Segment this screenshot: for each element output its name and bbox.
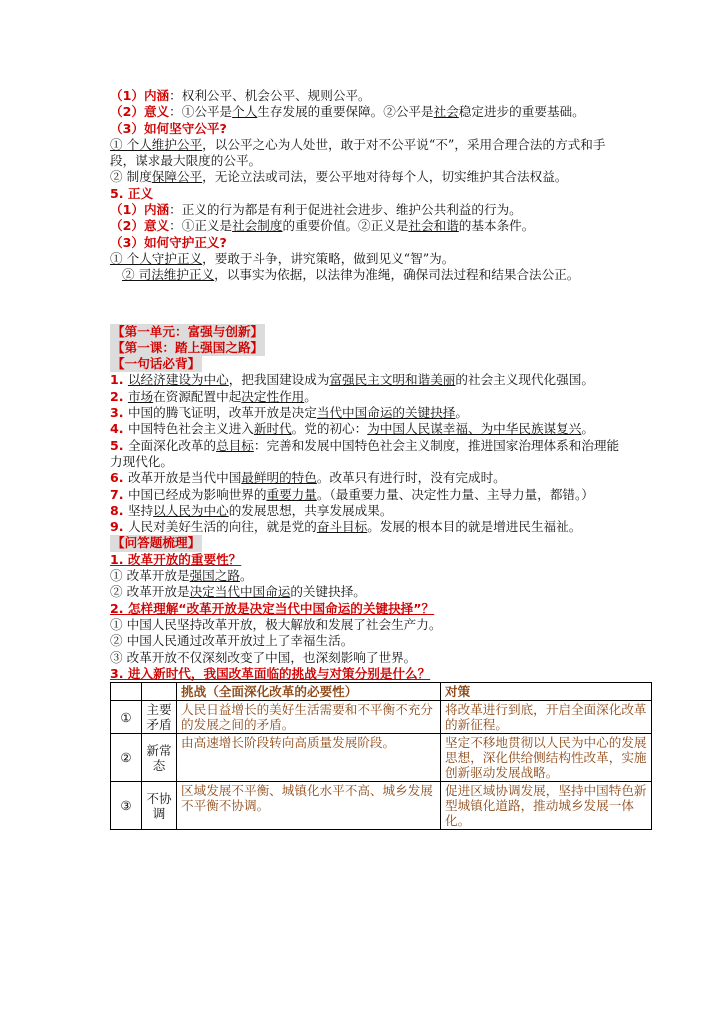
item-number: 3. <box>110 405 128 421</box>
underlined: 奋斗目标 <box>316 519 368 535</box>
text: 坚持 <box>127 502 154 518</box>
text: 。党的初心： <box>291 421 368 437</box>
row-type: 主要矛盾 <box>142 701 177 734</box>
underlined: 社会制度 <box>232 218 283 234</box>
lesson-title: 【第一课：踏上强国之路】 <box>112 339 264 355</box>
p-how-fair: （3）如何坚守公平? <box>110 120 227 136</box>
q2-title: 2. 怎样理解“改革开放是决定当代中国命运的关键抉择”？ <box>110 600 435 616</box>
text: ：完善和发展中国特色社会主义制度，推进国家治理体系和治理能力现代化。 <box>110 437 620 469</box>
q1-answer-a <box>110 568 620 584</box>
p-system-fair <box>110 169 620 185</box>
recite-item <box>110 470 620 486</box>
challenge-table <box>110 682 652 830</box>
text: ：①公平是 <box>169 104 233 120</box>
text: ，无论立法或司法，要公平地对待每个人，切实维护其合法权益。 <box>202 169 568 185</box>
recite-item <box>110 438 620 471</box>
underlined: 以人民为中心 <box>153 502 229 518</box>
row-type: 不协调 <box>142 782 177 830</box>
text: 稳定进步的重要基础。 <box>458 104 585 120</box>
text: 的基本条件。 <box>458 218 535 234</box>
underlined: 以经济建设为中心 <box>127 372 229 388</box>
underlined: 当代中国命运的关键抉择 <box>316 405 456 421</box>
document-page <box>110 88 647 830</box>
item-number: 5. <box>110 437 128 453</box>
text: ，以事实为依据，以法律为准绳，确保司法过程和结果合法公正。 <box>214 267 580 283</box>
underlined: 重要力量 <box>266 486 317 502</box>
text: ，把我国建设成为 <box>228 372 330 388</box>
label: （1）内涵 <box>110 202 170 218</box>
row-challenge: 人民日益增长的美好生活需要和不平衡不充分的发展之间的矛盾。 <box>177 701 441 734</box>
row-number: ③ <box>111 782 142 830</box>
text: ：权利公平、机会公平、规则公平。 <box>169 88 371 103</box>
underlined: 市场 <box>127 388 154 404</box>
text: ，以公平之心为人处世，敢于对不公平说“不”，采用合理合法的方式和手段，谋求最大限度的公平。 <box>110 136 606 169</box>
underlined: 强国之路 <box>189 568 240 584</box>
header-challenge: 挑战（全面深化改革的必要性） <box>177 683 441 701</box>
row-measure: 坚定不移地贯彻以人民为中心的发展思想，深化供给侧结构性改革，实施创新驱动发展战略。 <box>441 734 652 782</box>
table-body <box>111 701 652 830</box>
recite-title: 【一句话必背】 <box>112 356 201 372</box>
text: 。改革只有进行时，没有完成时。 <box>316 470 506 486</box>
underlined: 社会和谐 <box>408 218 459 234</box>
text: ② 改革开放是 <box>110 584 190 600</box>
underlined: ① 个人守护正义 <box>110 250 203 266</box>
table-row <box>111 782 652 830</box>
row-challenge: 由高速增长阶段转向高质量发展阶段。 <box>177 734 441 782</box>
p-individual-fair <box>110 137 620 170</box>
q2-answer-a: ① 中国人民坚持改革开放，极大解放和发展了社会生产力。 <box>110 616 442 632</box>
text: ：①正义是 <box>169 218 233 234</box>
text: 中国已经成为影响世界的 <box>127 486 267 502</box>
recite-item <box>110 405 620 421</box>
unit-title: 【第一单元：富强与创新】 <box>112 323 264 339</box>
underlined: 决定性作用 <box>241 388 305 404</box>
label: （2）意义 <box>110 218 170 234</box>
text: 生存发展的重要保障。②公平是 <box>257 104 434 120</box>
p-connotation <box>110 88 620 104</box>
table-row <box>111 734 652 782</box>
section-justice-title: 5. 正义 <box>110 185 154 201</box>
text: ，要敢于斗争，讲究策略，做到见义“智”为。 <box>202 250 455 266</box>
text: 。发展的根本目的就是增进民生福祉。 <box>367 519 582 535</box>
underlined: 个人 <box>232 104 258 120</box>
q2-answer-b: ② 中国人民通过改革开放过上了幸福生活。 <box>110 633 354 649</box>
text: 全面深化改革的 <box>127 437 217 453</box>
row-challenge: 区域发展不平衡、城镇化水平不高、城乡发展不平衡不协调。 <box>177 782 441 830</box>
underlined: 保障公平 <box>151 169 203 185</box>
item-number: 1. <box>110 372 128 388</box>
item-number: 4. <box>110 421 128 437</box>
text: 的发展思想，共享发展成果。 <box>228 502 393 518</box>
item-number: 7. <box>110 486 128 502</box>
underlined: ① 个人维护公平 <box>110 136 203 152</box>
text: ② 制度 <box>110 169 152 185</box>
text: 。（最重要力量、决定性力量、主导力量，都错。） <box>316 486 594 502</box>
item-number: 8. <box>110 502 128 518</box>
table-row <box>111 701 652 734</box>
item-number: 9. <box>110 519 128 535</box>
text: 人民对美好生活的向往，就是党的 <box>127 519 317 535</box>
recite-item <box>110 421 620 437</box>
text: ：正义的行为都是有利于促进社会进步、维护公共利益的行为。 <box>169 202 522 218</box>
text: 的重要价值。②正义是 <box>282 218 409 234</box>
text: 中国的腾飞证明，改革开放是决定 <box>127 405 317 421</box>
text: 的社会主义现代化强国。 <box>455 372 594 388</box>
text: 。 <box>455 405 468 421</box>
q1-answer-b <box>110 584 620 600</box>
p-how-justice: （3）如何守护正义? <box>110 234 227 250</box>
p-justice-connotation <box>110 202 620 218</box>
text: 改革开放是当代中国 <box>127 470 242 486</box>
qa-title: 【问答题梳理】 <box>112 535 201 551</box>
p-judicial-justice <box>110 267 620 283</box>
text: 。 <box>239 568 253 584</box>
underlined: 富强民主文明和谐美丽 <box>329 372 456 388</box>
text: 在资源配置中起 <box>153 388 242 404</box>
row-measure: 将改革进行到底，开启全面深化改革的新征程。 <box>441 701 652 734</box>
item-number: 6. <box>110 470 128 486</box>
text: 。 <box>304 388 317 404</box>
row-measure: 促进区域协调发展，坚持中国特色新型城镇化道路，推动城乡发展一体化。 <box>441 782 652 830</box>
text: 中国特色社会主义进入 <box>127 421 254 437</box>
recite-item <box>110 372 620 388</box>
row-number: ② <box>111 734 142 782</box>
p-individual-justice <box>110 251 620 267</box>
table-header-row <box>111 683 652 701</box>
underlined: 决定当代中国命运 <box>189 584 291 600</box>
underlined: 最鲜明的特色 <box>241 470 317 486</box>
row-number: ① <box>111 701 142 734</box>
p-significance <box>110 104 620 120</box>
item-number: 2. <box>110 388 128 404</box>
underlined: ② 司法维护正义 <box>122 267 215 283</box>
p-justice-significance <box>110 218 620 234</box>
text: ① 改革开放是 <box>110 568 190 584</box>
q2-answer-c: ③ 改革开放不仅深刻改变了中国，也深刻影响了世界。 <box>110 649 417 665</box>
underlined: 总目标 <box>216 437 254 453</box>
recite-item <box>110 503 620 519</box>
text: 。 <box>581 421 594 437</box>
header-measure: 对策 <box>441 683 652 701</box>
underlined: 为中国人民谋幸福、为中华民族谋复兴 <box>367 421 582 437</box>
underlined: 新时代 <box>253 421 292 437</box>
underlined: 社会 <box>433 104 459 120</box>
label: （1）内涵 <box>110 88 170 103</box>
recite-item <box>110 519 620 535</box>
recite-item <box>110 389 620 405</box>
q1-title: 1. 改革开放的重要性？ <box>110 551 242 567</box>
header-blank <box>111 683 142 701</box>
recite-item <box>110 487 620 503</box>
recite-list <box>110 372 620 535</box>
row-type: 新常态 <box>142 734 177 782</box>
spacer <box>110 284 620 324</box>
q3-title: 3. 进入新时代，我国改革面临的挑战与对策分别是什么？ <box>110 665 431 681</box>
text: 的关键抉择。 <box>290 584 366 600</box>
label: （2）意义 <box>110 104 170 120</box>
header-blank <box>142 683 177 701</box>
